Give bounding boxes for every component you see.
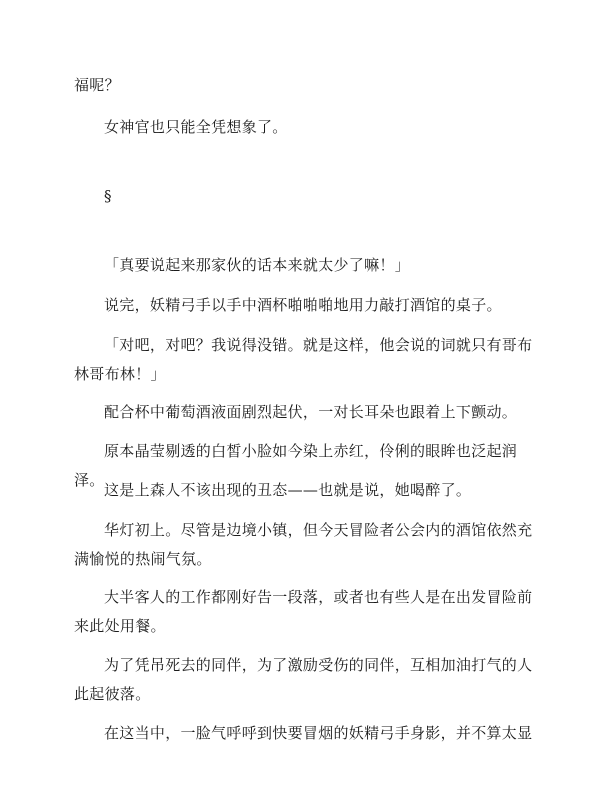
paragraph-2: 女神官也只能全凭想象了。 <box>104 118 288 136</box>
paragraph-6: 配合杯中葡萄酒液面剧烈起伏，一对长耳朵也跟着上下颤动。 <box>104 403 518 421</box>
paragraph-5: 「对吧，对吧？我说得没错。就是这样，他会说的词就只有哥布林哥布林！」 <box>74 336 533 383</box>
paragraph-3: 「真要说起来那家伙的话本来就太少了嘛！」 <box>104 256 411 274</box>
paragraph-12: 在这当中，一脸气呼呼到快要冒烟的妖精弓手身影，并不算太显 <box>104 724 533 742</box>
paragraph-7: 原本晶莹剔透的白皙小脸如今染上赤红，伶俐的眼眸也泛起润泽。 <box>74 442 518 489</box>
paragraph-9: 华灯初上。尽管是边境小镇，但今天冒险者公会内的酒馆依然充满愉悦的热闹气氛。 <box>74 521 533 568</box>
paragraph-11: 为了凭吊死去的同伴，为了激励受伤的同伴，互相加油打气的人此起彼落。 <box>74 656 533 703</box>
paragraph-4: 说完，妖精弓手以手中酒杯啪啪啪地用力敲打酒馆的桌子。 <box>104 296 502 314</box>
paragraph-10: 大半客人的工作都刚好告一段落，或者也有些人是在出发冒险前来此处用餐。 <box>74 588 533 635</box>
paragraph-8: 这是上森人不该出现的丑态——也就是说，她喝醉了。 <box>104 481 472 499</box>
paragraph-1: 福呢？ <box>74 76 120 94</box>
section-break: § <box>104 187 112 205</box>
